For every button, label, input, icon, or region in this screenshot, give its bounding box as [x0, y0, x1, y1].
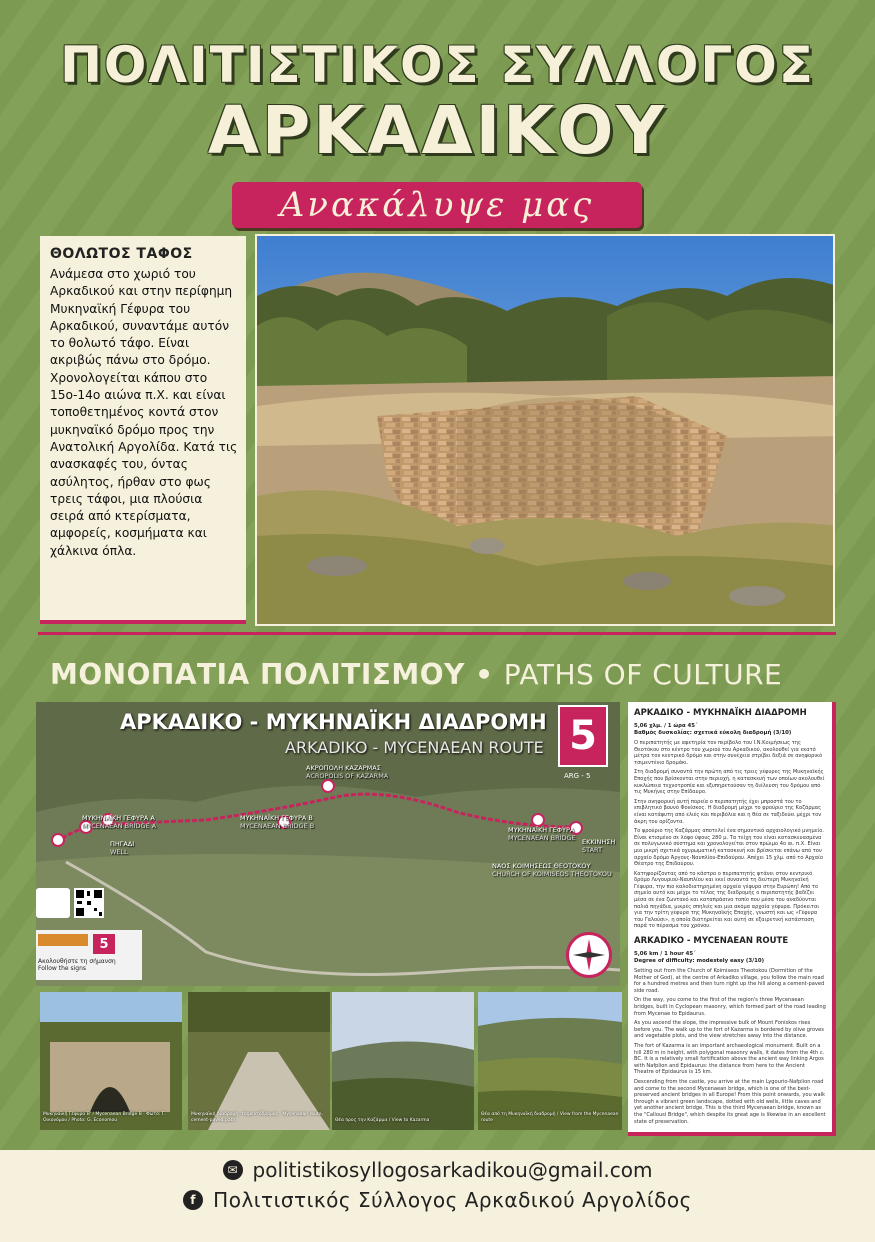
map-label-kazarma: [306, 764, 388, 780]
paths-separator: •: [475, 658, 494, 691]
thumb-bridge-photo: [40, 992, 182, 1130]
footer-email[interactable]: politistikosyllogosarkadikou@gmail.com: [252, 1158, 653, 1182]
label-gr: ΝΑΟΣ ΚΟΙΜΗΣΕΩΣ ΘΕΟΤΟΚΟΥ: [492, 862, 591, 870]
route-number-badge: 5: [558, 705, 608, 767]
info-difficulty-gr: Βαθμός δυσκολίας: σχετικά εύκολη διαδρομή (3/10): [634, 730, 792, 736]
label-en: MYCENAEAN BRIDGE: [508, 834, 576, 842]
map-label-bridge-b: [240, 814, 314, 830]
info-distance-gr: 5,06 χλμ. / 1 ώρα 45΄: [634, 723, 698, 729]
route-code: ARG - 5: [564, 772, 591, 780]
paths-of-culture-title: [50, 658, 782, 691]
facebook-icon: f: [183, 1190, 203, 1210]
sign-text-en: Follow the signs: [38, 965, 87, 972]
thumb-path-photo: [188, 992, 330, 1130]
compass-icon: [566, 932, 612, 978]
thumb-view-photo: [332, 992, 474, 1130]
map-label-church: [492, 862, 612, 878]
label-en: MYCENAEAN BRIDGE A: [82, 822, 157, 830]
info-paragraph: The fort of Kazarma is an important archaeological monument. Built on a hill 280 m in height, with polygonal masonry walls, it dates from the 4th c. BC. It is a relatively small fortification above the ancient way linking Argos with Nafplion and Epidaurus: the distance from here to the Ancient Theatre of Epidaurus is 15 km.: [634, 1042, 825, 1076]
footer-facebook[interactable]: Πολιτιστικός Σύλλογος Αρκαδικού Αργολίδος: [213, 1188, 692, 1212]
label-gr: ΜΥΚΗΝΑΪΚΗ ΓΕΦΥΡΑ Α: [82, 814, 155, 822]
map-title-en: ARKADIKO - MYCENAEAN ROUTE: [285, 738, 544, 757]
header-title-line2: ΑΡΚΑΔΙΚΟΥ: [207, 92, 668, 169]
info-paragraph: Το φρούριο της Καζάρμας αποτελεί ένα σημαντικό αρχαιολογικό μνημείο. Είναι κτισμένο σε λόφο ύψους 280 μ. Τα τείχη του είναι κατασκευασμένα σε πολυγωνικό σύστημα και χρονολογείται στον πρώιμο 4ο αι. π.Χ. Είναι μια μικρή σχετικά οχυρωματική κατασκευή και βρίσκεται επάνω από τον αρχαίο δρόμο Άργους-Ναυπλίου-Επιδαύρου. Απέχει 15 χλμ. από το Αρχαίο Θέατρο της Επιδαύρου.: [634, 828, 824, 868]
paths-title-gr: ΜΟΝΟΠΑΤΙΑ ΠΟΛΙΤΙΣΜΟΥ: [50, 658, 465, 691]
section-divider: [38, 632, 836, 635]
info-meta-gr: [634, 723, 826, 737]
sign-number: 5: [93, 934, 115, 954]
follow-signs-panel: [36, 930, 142, 980]
footer-email-row[interactable]: [0, 1158, 875, 1182]
tholos-tomb-photo: [255, 234, 835, 626]
sign-text: [38, 958, 116, 972]
photo-strip: [40, 992, 622, 1130]
label-en: CHURCH OF KOIMISEOS THEOTOKOU: [492, 870, 612, 878]
tomb-text: Ανάμεσα στο χωριό του Αρκαδικού και στην περίφημη Μυκηναϊκή Γέφυρα του Αρκαδικού, συναντάμε αυτόν το θολωτό τάφο. Είναι ακριβώς πάνω στο δρόμο. Χρονολογείται κάπου στο 15ο-14ο αιώνα π.Χ. και είναι τοποθετημένος κοντά στον μυκηναϊκό δρόμο προς την Ανατολική Αργολίδα. Κατά τις ανασκαφές του, όντας ασύλητος, ήρθαν στο φως τρεις τάφοι, μια πλούσια σειρά από κτερίσματα, αμφορείς, κοσμήματα και χάλκινα όπλα.: [50, 267, 238, 558]
route-info-panel: [628, 702, 836, 1136]
info-paragraph: Στην ανηφορική αυτή πορεία ο περιπατητής έχει μπροστά του το επιβλητικό βουνό Φονίσκος. Η διαδρομή μέχρι το φρούριο της Καζάρμας είναι κατάφυτη από ελιές και περιβόλια και η θέα σε ταξιδεύει μέχρι τον άκρη του ορίζοντα.: [634, 798, 822, 825]
info-title-gr: ΑΡΚΑΔΙΚΟ - ΜΥΚΗΝΑΪΚΗ ΔΙΑΔΡΟΜΗ: [634, 708, 807, 718]
map-title-gr: ΑΡΚΑΔΙΚΟ - ΜΥΚΗΝΑΪΚΗ ΔΙΑΔΡΟΜΗ: [120, 710, 547, 734]
info-paragraph: Descending from the castle, you arrive at the main Lygouriо-Nafplion road and come to the second Mycenaean bridge, which is one of the best-preserved ancient bridges in all Europe! From this point onwards, you walk through a vibrant green landscape, dotted with old wells, little caves and yet another ancient bridge. This is the third Mycenaean bridge, known as the "Callousi Bridge", which despite its great age is likewise in an excellent state of preservation.: [634, 1078, 826, 1125]
map-label-start: [582, 838, 615, 854]
tagline-text: Ανακάλυψε μας: [279, 185, 595, 225]
label-gr: ΠΗΓΑΔΙ: [110, 840, 135, 848]
thumb-caption: Μυκηναϊκή διαδρομή, τσιμεντόδρομος · Mycenaean route, cement-paved path: [191, 1112, 323, 1123]
header-title-line1: ΠΟΛΙΤΙΣΤΙΚΟΣ ΣΥΛΛΟΓΟΣ: [60, 36, 815, 94]
email-icon: ✉: [223, 1160, 243, 1180]
footer-facebook-row[interactable]: [0, 1188, 875, 1212]
label-gr: ΑΚΡΟΠΟΛΗ ΚΑΖΑΡΜΑΣ: [306, 764, 381, 772]
label-gr: ΜΥΚΗΝΑΪΚΗ ΓΕΦΥΡΑ: [508, 826, 575, 834]
paths-title-en: PATHS OF CULTURE: [503, 658, 783, 691]
label-en: WELL: [110, 848, 128, 856]
map-label-bridge: [508, 826, 576, 842]
info-paragraph: Setting out from the Church of Koimiseos Theotokou (Dormition of the Mother of God), at the centre of Arkadiko village, you follow the main road for a hundred metres and then turn right up the hill along a cement-paved side road.: [634, 968, 825, 994]
info-title-en: ARKADIKO - MYCENAEAN ROUTE: [634, 936, 789, 947]
info-paragraph: Ο περιπατητής με αφετηρία τον περίβολο του Ι.Ν.Κοιμήσεως της Θεοτόκου στο κέντρο του χωριού του Αρκαδικού, ακολουθεί για εκατό μέτρα τον κεντρικό δρόμο και στην συνέχεια στρίβει δεξιά σε ανηφορικό τσιμεντένιο δρομάκι.: [634, 740, 823, 766]
sign-text-gr: Ακολουθήστε τη σήμανση: [38, 958, 116, 965]
info-distance-en: 5,06 km / 1 hour 45΄: [634, 951, 696, 958]
label-gr: ΕΚΚΙΝΗΣΗ: [582, 838, 616, 846]
thumb-caption: Μυκηναϊκή Γέφυρα Β' / Mycenaean Bridge B · Φωτό: Γ. Οικονόμου / Photo: G. Economou: [43, 1112, 166, 1123]
info-paragraph: As you ascend the slope, the impressive bulk of Mount Foniskos rises before you. The walk up to the fort of Kazarma is bordered by olive groves and vegetable plots, and the view stretches away into the distance.: [634, 1020, 824, 1040]
tomb-heading: ΘΟΛΩΤΟΣ ΤΑΦΟΣ: [50, 246, 193, 262]
map-label-bridge-a: [82, 814, 156, 830]
qr-code[interactable]: [74, 888, 104, 918]
info-paragraph: Στη διαδρομή συναντά την πρώτη από τις τρεις γέφυρες της Μυκηναϊκής Εποχής που βρίσκονται στην περιοχή, η κατασκευή των οποίων ακολουθεί κυκλώπεια τεχνοτροπία και εξυπηρετούσαν τη διέλευση του δρόμου από τις Μυκήνες στην Επίδαυρο.: [634, 769, 825, 796]
info-paragraph: Κατηφορίζοντας από το κάστρο ο περιπατητής φτάνει στον κεντρικό δρόμο Λυγουριού-Ναυπλίου και εκεί συναντά τη δεύτερη Μυκηναϊκή Γέφυρα, την πιο καλοδιατηρημένη αρχαία γέφυρα στην Ευρώπη! Από το σημείο αυτό και μέχρι το τέλος της διαδρομής ο περιπατητής βαδίζει μέσα σε ένα ζωντανό και καταπράσινο τοπίο που μέσα του αναδύονται παλιά πηγάδια, μικρές σπηλιές και μια ακόμα αρχαία γέφυρα. Πρόκειται για την τρίτη γέφυρα της Μυκηναϊκής Εποχής, γνωστή και ως «Γέφυρα του Γαλούσι», η οποία διατηρείται και αυτή σε εξαιρετική κατάσταση παρά το πέρασμα του χρόνου.: [634, 870, 820, 930]
sign-strip: [38, 934, 88, 946]
label-en: ACROPOLIS OF KAZARMA: [306, 772, 389, 780]
info-difficulty-en: Degree of difficulty: modestely easy (3/10): [634, 958, 765, 965]
tomb-description-panel: [40, 236, 246, 624]
label-gr: ΜΥΚΗΝΑΪΚΗ ΓΕΦΥΡΑ Β: [240, 814, 313, 822]
label-en: MYCENAEAN BRIDGE B: [240, 822, 315, 830]
label-en: START: [582, 846, 603, 854]
tagline-banner: [232, 182, 642, 228]
info-paragraph: On the way, you come to the first of the region's three Mycenaean bridges, built in Cyclopean masonry, which formed part of the road leading from Mycenae to Epidaurus.: [634, 997, 826, 1017]
thumb-caption: Θέα από τη Μυκηναϊκή διαδρομή / View from the Mycenaean route: [481, 1112, 619, 1123]
tourism-logo: [36, 888, 70, 918]
map-label-well: [110, 840, 134, 856]
thumb-route-photo: [478, 992, 622, 1130]
route-map: [36, 702, 620, 986]
info-meta-en: [634, 951, 826, 965]
thumb-caption: Θέα προς την Καζάρμα / View to Kazarma: [335, 1118, 430, 1123]
